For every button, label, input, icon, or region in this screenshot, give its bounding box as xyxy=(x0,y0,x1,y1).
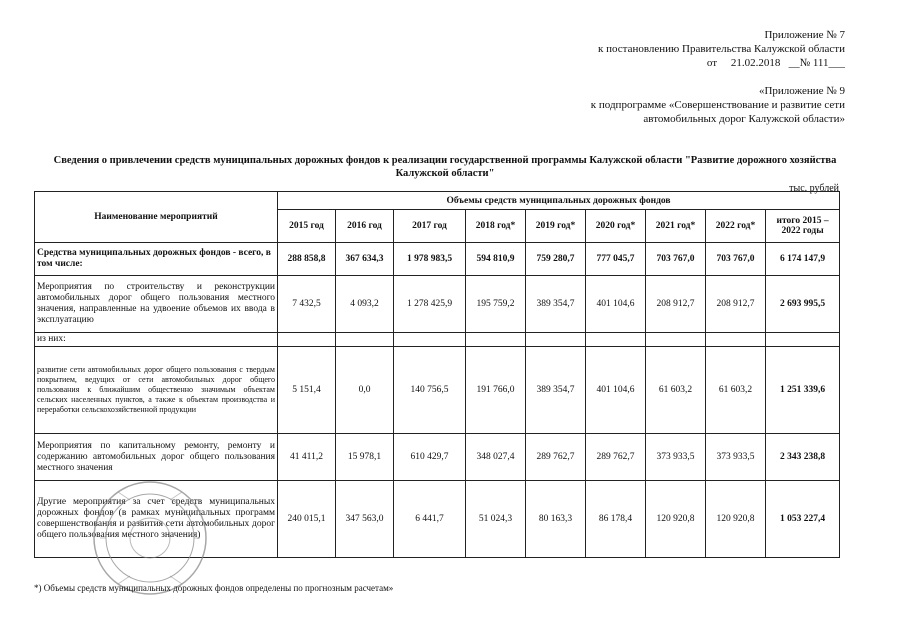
cell-total: 1 251 339,6 xyxy=(766,347,840,434)
cell-value: 759 280,7 xyxy=(526,243,586,276)
row-name: Другие мероприятия за счет средств муниципальных дорожных фондов (в рамках муниципальных программ совершенствования и развития сети автомобильных дорог общего пользования местного значения) xyxy=(35,481,278,558)
year-header: 2017 год xyxy=(394,210,466,243)
year-header: 2015 год xyxy=(278,210,336,243)
cell-value: 594 810,9 xyxy=(466,243,526,276)
document-title: Сведения о привлечении средств муниципальных дорожных фондов к реализации государственной программы Калужской области "Развитие дорожного хозяйства Калужской области" xyxy=(53,155,837,179)
header-line: автомобильных дорог Калужской области» xyxy=(643,113,845,125)
table-row-subheader xyxy=(35,333,840,347)
cell-value: 348 027,4 xyxy=(466,434,526,481)
cell-value: 703 767,0 xyxy=(706,243,766,276)
header-line: к подпрограмме «Совершенствование и развитие сети xyxy=(590,99,845,111)
cell-total: 2 693 995,5 xyxy=(766,276,840,333)
row-name: Средства муниципальных дорожных фондов - всего, в том числе: xyxy=(35,243,278,276)
cell-value: 373 933,5 xyxy=(706,434,766,481)
row-name: из них: xyxy=(35,333,278,347)
cell-value: 120 920,8 xyxy=(646,481,706,558)
cell-value: 61 603,2 xyxy=(706,347,766,434)
cell-value: 140 756,5 xyxy=(394,347,466,434)
empty-cell xyxy=(706,333,766,347)
cell-value: 208 912,7 xyxy=(646,276,706,333)
table-row-development xyxy=(35,347,840,434)
appendix-9-header xyxy=(591,84,845,126)
cell-value: 777 045,7 xyxy=(586,243,646,276)
cell-value: 240 015,1 xyxy=(278,481,336,558)
column-header-name: Наименование мероприятий xyxy=(35,192,278,243)
empty-cell xyxy=(586,333,646,347)
empty-cell xyxy=(466,333,526,347)
cell-value: 61 603,2 xyxy=(646,347,706,434)
cell-value: 373 933,5 xyxy=(646,434,706,481)
empty-cell xyxy=(394,333,466,347)
cell-value: 401 104,6 xyxy=(586,276,646,333)
cell-value: 41 411,2 xyxy=(278,434,336,481)
footnote: *) Объемы средств муниципальных дорожных фондов определены по прогнозным расчетам» xyxy=(34,583,394,593)
empty-cell xyxy=(646,333,706,347)
year-header: 2022 год* xyxy=(706,210,766,243)
header-row-group xyxy=(35,192,840,210)
year-header: 2020 год* xyxy=(586,210,646,243)
table-row-total xyxy=(35,243,840,276)
header-line: от 21.02.2018 __№ 111___ xyxy=(706,57,845,69)
official-seal-stamp xyxy=(90,478,210,598)
year-header: 2019 год* xyxy=(526,210,586,243)
header-line: «Приложение № 9 xyxy=(758,85,845,97)
row-name: Мероприятия по капитальному ремонту, ремонту и содержанию автомобильных дорог общего пользования местного значения xyxy=(35,434,278,481)
cell-total: 1 053 227,4 xyxy=(766,481,840,558)
table-row-construction xyxy=(35,276,840,333)
year-header: 2021 год* xyxy=(646,210,706,243)
cell-value: 191 766,0 xyxy=(466,347,526,434)
cell-value: 1 278 425,9 xyxy=(394,276,466,333)
cell-value: 195 759,2 xyxy=(466,276,526,333)
units-label: тыс. рублей xyxy=(789,183,839,194)
year-header: 2018 год* xyxy=(466,210,526,243)
cell-value: 51 024,3 xyxy=(466,481,526,558)
cell-value: 610 429,7 xyxy=(394,434,466,481)
cell-value: 288 858,8 xyxy=(278,243,336,276)
cell-value: 401 104,6 xyxy=(586,347,646,434)
empty-cell xyxy=(278,333,336,347)
header-line: к постановлению Правительства Калужской области xyxy=(598,43,845,55)
cell-value: 367 634,3 xyxy=(336,243,394,276)
table-row-repair xyxy=(35,434,840,481)
cell-value: 4 093,2 xyxy=(336,276,394,333)
cell-value: 389 354,7 xyxy=(526,347,586,434)
cell-value: 1 978 983,5 xyxy=(394,243,466,276)
cell-value: 6 441,7 xyxy=(394,481,466,558)
appendix-7-header xyxy=(598,28,845,70)
row-name: развитие сети автомобильных дорог общего пользования с твердым покрытием, ведущих от сети автомобильных дорог общего пользования к ближайшим общественно значимым объектам сельских населенных пунктов, а также к объектам производства и переработки сельскохозяйственной продукции xyxy=(35,347,278,434)
empty-cell xyxy=(336,333,394,347)
cell-value: 80 163,3 xyxy=(526,481,586,558)
year-header: 2016 год xyxy=(336,210,394,243)
total-header: итого 2015 – 2022 годы xyxy=(766,210,840,243)
header-line: Приложение № 7 xyxy=(764,29,845,41)
empty-cell xyxy=(766,333,840,347)
cell-value: 15 978,1 xyxy=(336,434,394,481)
cell-value: 347 563,0 xyxy=(336,481,394,558)
cell-total: 2 343 238,8 xyxy=(766,434,840,481)
cell-value: 703 767,0 xyxy=(646,243,706,276)
cell-value: 5 151,4 xyxy=(278,347,336,434)
empty-cell xyxy=(526,333,586,347)
column-group-header: Объемы средств муниципальных дорожных фондов xyxy=(278,192,840,210)
row-name: Мероприятия по строительству и реконструкции автомобильных дорог общего пользования местного значения, направленные на удвоение объемов их ввода в эксплуатацию xyxy=(35,276,278,333)
cell-total: 6 174 147,9 xyxy=(766,243,840,276)
cell-value: 289 762,7 xyxy=(526,434,586,481)
cell-value: 389 354,7 xyxy=(526,276,586,333)
cell-value: 86 178,4 xyxy=(586,481,646,558)
cell-value: 289 762,7 xyxy=(586,434,646,481)
cell-value: 208 912,7 xyxy=(706,276,766,333)
cell-value: 120 920,8 xyxy=(706,481,766,558)
cell-value: 7 432,5 xyxy=(278,276,336,333)
cell-value: 0,0 xyxy=(336,347,394,434)
